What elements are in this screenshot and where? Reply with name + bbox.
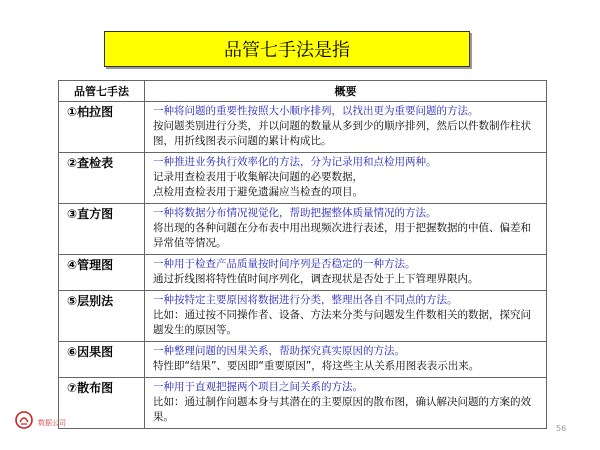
table-row xyxy=(59,378,547,429)
method-summary: 一种按特定主要原因将数据进行分类，整理出各自不同点的方法。 xyxy=(153,294,458,306)
method-name: ⑤层别法 xyxy=(59,291,145,342)
method-description xyxy=(145,342,547,378)
method-detail: 将出现的各种问题在分布表中用出现频次进行表述，用于把握数据的中值、偏差和异常值等情况。 xyxy=(153,222,531,249)
method-detail: 比如：通过按不同操作者、设备、方法来分类与问题发生件数相关的数据，探究问题发生的原因等。 xyxy=(153,309,531,336)
header-overview: 概要 xyxy=(145,81,547,102)
method-detail: 比如：通过制作问题本身与其潜在的主要原因的散布图，确认解决问题的方案的效果。 xyxy=(153,396,531,423)
method-description xyxy=(145,378,547,429)
company-logo-icon xyxy=(15,411,33,429)
method-summary: 一种将数据分布情况视觉化，帮助把握整体质量情况的方法。 xyxy=(153,207,437,219)
table-row xyxy=(59,102,547,153)
table-row xyxy=(59,255,547,291)
method-description xyxy=(145,255,547,291)
method-detail: 记录用查检表用于收集解决问题的必要数据， 点检用查检表用于避免遗漏应当检查的项目。 xyxy=(153,171,363,198)
method-detail: 通过折线图将特性值时间序列化，调查现状是否处于上下管理界限内。 xyxy=(153,273,479,285)
method-name: ②查检表 xyxy=(59,153,145,204)
method-summary: 一种整理问题的因果关系，帮助探究真实原因的方法。 xyxy=(153,345,405,357)
method-description xyxy=(145,204,547,255)
slide-number: 56 xyxy=(556,424,567,433)
table-row xyxy=(59,342,547,378)
table-row xyxy=(59,291,547,342)
table-row xyxy=(59,204,547,255)
method-summary: 一种用于检查产品质量按时间序列是否稳定的一种方法。 xyxy=(153,258,416,270)
header-method: 品管七手法 xyxy=(59,81,145,102)
company-logo-text: 数据公司 xyxy=(38,419,66,427)
method-detail: 特性即“结果”、要因即“重要原因”，将这些主从关系用图表表示出来。 xyxy=(153,360,480,372)
table-header-row xyxy=(59,81,547,102)
method-name: ①柏拉图 xyxy=(59,102,145,153)
method-summary: 一种推进业务执行效率化的方法，分为记录用和点检用两种。 xyxy=(153,156,437,168)
method-summary: 一种将问题的重要性按照大小顺序排列，以找出更为重要问题的方法。 xyxy=(153,105,479,117)
qc-tools-table xyxy=(58,80,547,429)
method-name: ⑥因果图 xyxy=(59,342,145,378)
method-name: ④管理图 xyxy=(59,255,145,291)
method-description xyxy=(145,153,547,204)
method-name: ③直方图 xyxy=(59,204,145,255)
method-description xyxy=(145,102,547,153)
page-title: 品管七手法是指 xyxy=(104,31,470,67)
method-name: ⑦散布图 xyxy=(59,378,145,429)
method-detail: 按问题类别进行分类，并以问题的数量从多到少的顺序排列，然后以件数制作柱状图，用折线图表示问题的累计构成比。 xyxy=(153,120,531,147)
method-description xyxy=(145,291,547,342)
table-row xyxy=(59,153,547,204)
method-summary: 一种用于直观把握两个项目之间关系的方法。 xyxy=(153,381,363,393)
